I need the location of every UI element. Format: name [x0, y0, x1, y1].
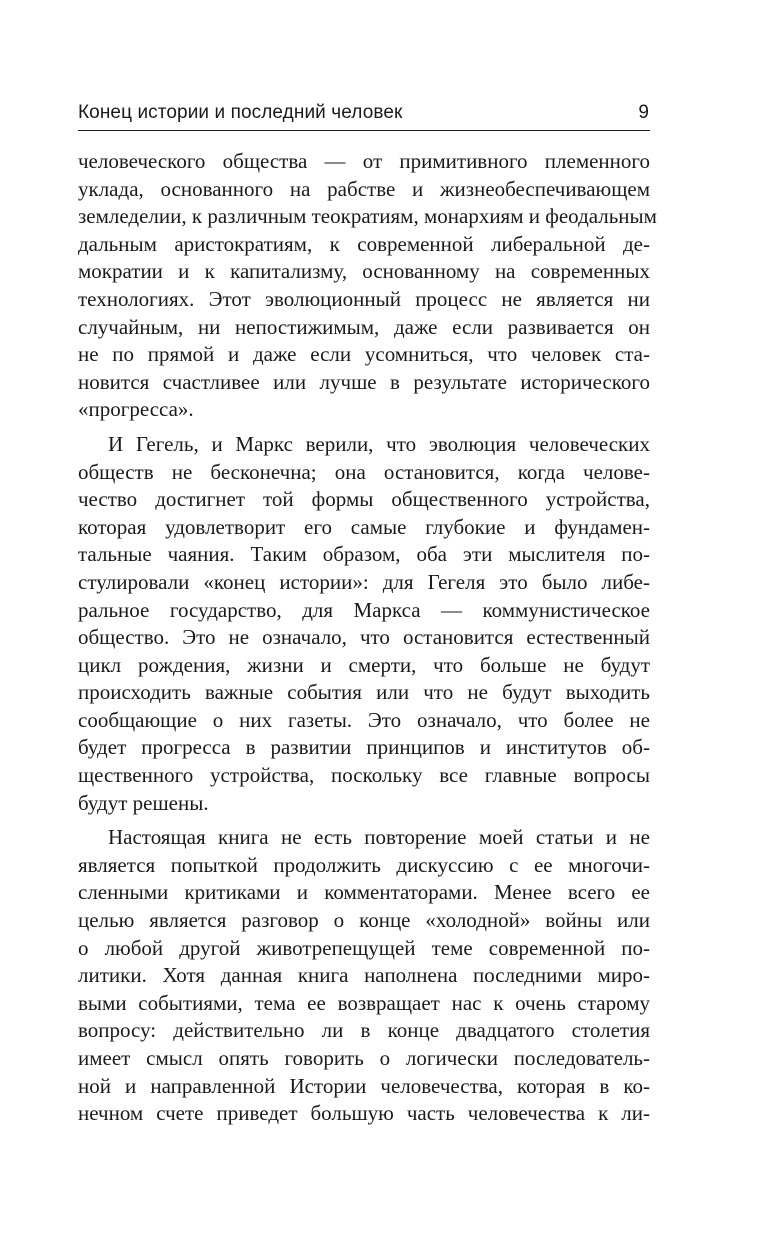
paragraph-1 [78, 148, 657, 424]
text-line: имеет смысл опять говорить о логически последователь- [78, 1046, 650, 1070]
text-line: И Гегель, и Маркс верили, что эволюция человеческих [108, 431, 650, 456]
text-line: Настоящая книга не есть повторение моей статьи и не [108, 825, 650, 850]
text-line: технологиях. Этот эволюционный процесс не является ни [78, 286, 650, 311]
text-line: является попыткой продолжить дискуссию с ее многочи- [78, 852, 650, 877]
text-line: которая удовлетворит его самые глубокие и фундамен- [78, 514, 650, 539]
text-line: «прогресса». [78, 397, 194, 422]
text-line: о любой другой животрепещущей теме современной по- [78, 935, 650, 960]
text-line: не по прямой и даже если усомниться, что человек ста- [78, 342, 650, 367]
text-line: сленными критиками и комментаторами. Менее всего ее [78, 880, 650, 905]
running-title: Конец истории и последний человек [78, 102, 403, 123]
text-line: тальные чаяния. Таким образом, оба эти мыслителя по- [78, 542, 650, 567]
paragraph-2 [78, 431, 650, 817]
text-line: будут решены. [78, 790, 209, 815]
text-line: сообщающие о них газеты. Это означало, что более не [78, 707, 650, 732]
text-line: происходить важные события или что не будут выходить [78, 680, 650, 705]
page-number: 9 [638, 102, 649, 123]
text-line: обществ не бесконечна; она остановится, когда челове- [78, 459, 650, 484]
text-line: цикл рождения, жизни и смерти, что больше не будут [78, 652, 650, 677]
text-line: уклада, основанного на рабстве и жизнеобеспечивающем [78, 176, 650, 201]
running-header [78, 100, 650, 131]
text-line: стулировали «конец истории»: для Гегеля это было либе- [78, 569, 650, 594]
paragraph-3 [78, 824, 650, 1128]
text-line: мократии и к капитализму, основанному на современных [78, 259, 650, 284]
text-line: литики. Хотя данная книга наполнена последними миро- [78, 963, 650, 988]
text-line: случайным, ни непостижимым, даже если развивается он [78, 314, 650, 339]
text-line: новится счастливее или лучше в результате исторического [78, 369, 650, 394]
text-line: выми событиями, тема ее возвращает нас к очень старому [78, 990, 650, 1015]
text-line: земледелии, к различным теократиям, монархиям и феодальным [78, 204, 657, 229]
text-line: чество достигнет той формы общественного устройства, [78, 487, 650, 512]
text-line: человеческого общества — от примитивного племенного [78, 149, 650, 173]
text-line: вопросу: действительно ли в конце двадцатого столетия [78, 1018, 650, 1043]
text-line: ной и направленной Истории человечества, которая в ко- [78, 1073, 650, 1098]
text-line: дальным аристократиям, к современной либеральной де- [78, 231, 650, 256]
text-line: нечном счете приведет большую часть человечества к ли- [78, 1101, 650, 1126]
text-line: общество. Это не означало, что остановится естественный [78, 625, 650, 650]
text-line: целью является разговор о конце «холодной» войны или [78, 908, 650, 933]
text-line: щественного устройства, поскольку все главные вопросы [78, 763, 650, 788]
text-line: будет прогресса в развитии принципов и институтов об- [78, 735, 650, 760]
body-text [78, 148, 657, 1135]
text-line: ральное государство, для Маркса — коммунистическое [78, 597, 650, 622]
